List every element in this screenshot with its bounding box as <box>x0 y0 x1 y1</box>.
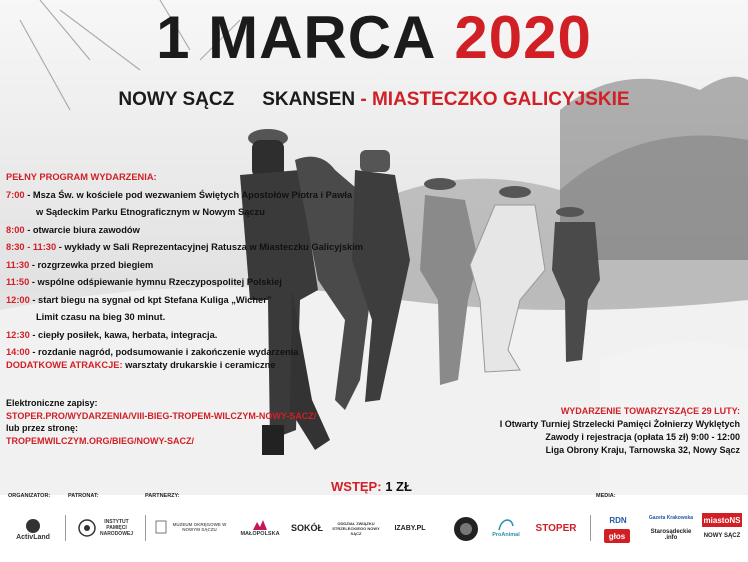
location-city: NOWY SĄCZ <box>118 89 235 110</box>
sokol-logo: SOKÓŁ <box>290 523 323 533</box>
side-event-heading: WYDARZENIE TOWARZYSZĄCE 29 LUTY: <box>560 406 740 416</box>
rdn-logo: RDN <box>609 515 627 525</box>
patron-caption: PATRONAT: <box>68 493 99 499</box>
program-item: 12:00 - start biegu na sygnał od kpt Stefana Kuliga „Wicher” <box>6 294 272 305</box>
glos-logo: głos <box>604 529 630 543</box>
program-item: 14:00 - rozdanie nagród, podsumowanie i zakończenie wydarzenia <box>6 347 299 357</box>
divider <box>145 515 146 541</box>
event-location <box>0 89 748 111</box>
registration-link[interactable]: STOPER.PRO/WYDARZENIA/VIII-BIEG-TROPEM-WILCZYM-NOWY-SACZ/ <box>6 410 317 421</box>
izaby-logo: IZABY.PL <box>394 524 426 532</box>
divider <box>65 515 66 541</box>
starosadeckie-logo: Starosądeckie .info <box>650 529 692 541</box>
proanimal-logo: ProAnimal <box>487 512 525 544</box>
program-item: w Sądeckim Parku Etnograficznym w Nowym Sączu <box>36 207 265 217</box>
location-venue-red: - MIASTECZKO GALICYJSKIE <box>360 89 630 110</box>
nowy-sacz-logo: NOWY SĄCZ <box>703 533 741 539</box>
eagle-icon <box>78 519 96 537</box>
museum-logo: MUZEUM OKRĘGOWE W NOWYM SĄCZU <box>152 514 232 540</box>
registration-line: Elektroniczne zapisy: <box>6 398 98 408</box>
ipn-logo: INSTYTUT PAMIĘCI NARODOWEJ <box>75 512 137 544</box>
organizer-caption: ORGANIZATOR: <box>8 493 51 499</box>
program-item: 7:00 - Msza Św. w kościele pod wezwaniem Świętych Apostołów Piotra i Pawła <box>6 189 352 200</box>
program-item: 12:30 - ciepły posiłek, kawa, herbata, integracja. <box>6 329 218 340</box>
event-date-title <box>0 6 748 70</box>
title-date: 1 MARCA <box>156 4 437 71</box>
side-event-line: Liga Obrony Kraju, Tarnowska 32, Nowy Sącz <box>545 445 740 455</box>
miastons-logo: miastoNS <box>702 513 742 527</box>
side-event-line: Zawody i rejestracja (opłata 15 zł) 9:00 - 12:00 <box>545 432 740 442</box>
title-year: 2020 <box>454 4 592 71</box>
program-item: 8:00 - otwarcie biura zawodów <box>6 224 140 235</box>
registration-line: lub przez stronę: <box>6 423 79 433</box>
entry-label: WSTĘP: <box>331 479 382 494</box>
entry-fee <box>331 479 412 494</box>
program-item: Limit czasu na bieg 30 minut. <box>36 312 166 322</box>
extra-attractions <box>6 360 276 370</box>
program-heading: PEŁNY PROGRAM WYDARZENIA: <box>6 172 157 182</box>
side-event-line: I Otwarty Turniej Strzelecki Pamięci Żołnierzy Wyklętych <box>499 419 740 429</box>
extras-label: DODATKOWE ATRAKCJE: <box>6 360 123 370</box>
side-event-info <box>500 405 740 457</box>
malopolska-logo: MAŁOPOLSKA <box>240 512 280 544</box>
partners-caption: PARTNERZY: <box>145 493 180 499</box>
activland-icon <box>25 518 41 534</box>
strzelec-logo: ODDZIAŁ ZWIĄZKU STRZELECKIEGO NOWY SĄCZ <box>332 520 380 536</box>
program-item: 11:30 - rozgrzewka przed biegiem <box>6 259 154 270</box>
extras-text: warsztaty drukarskie i ceramiczne <box>125 360 276 370</box>
stoper-logo: STOPER <box>535 522 577 534</box>
registration-info <box>6 397 316 447</box>
malopolska-icon <box>252 519 268 531</box>
program-item: 11:50 - wspólne odśpiewanie hymnu Rzeczypospolitej Polskiej <box>6 277 282 287</box>
emblem-icon <box>453 516 479 542</box>
registration-link[interactable]: TROPEMWILCZYM.ORG/BIEG/NOWY-SACZ/ <box>6 435 194 446</box>
museum-icon <box>155 520 167 534</box>
entry-price: 1 ZŁ <box>385 479 412 494</box>
event-program <box>6 169 366 362</box>
activland-logo: ActivLand <box>8 510 58 548</box>
media-caption: MEDIA: <box>596 493 616 499</box>
gazeta-krakowska-logo: Gazeta Krakowska <box>648 515 694 521</box>
program-item: 8:30 - 11:30 - wykłady w Sali Reprezentacyjnej Ratusza w Miasteczku Galicyjskim <box>6 242 364 252</box>
location-venue: SKANSEN <box>262 89 356 110</box>
divider <box>590 515 591 541</box>
horse-icon <box>497 518 515 532</box>
